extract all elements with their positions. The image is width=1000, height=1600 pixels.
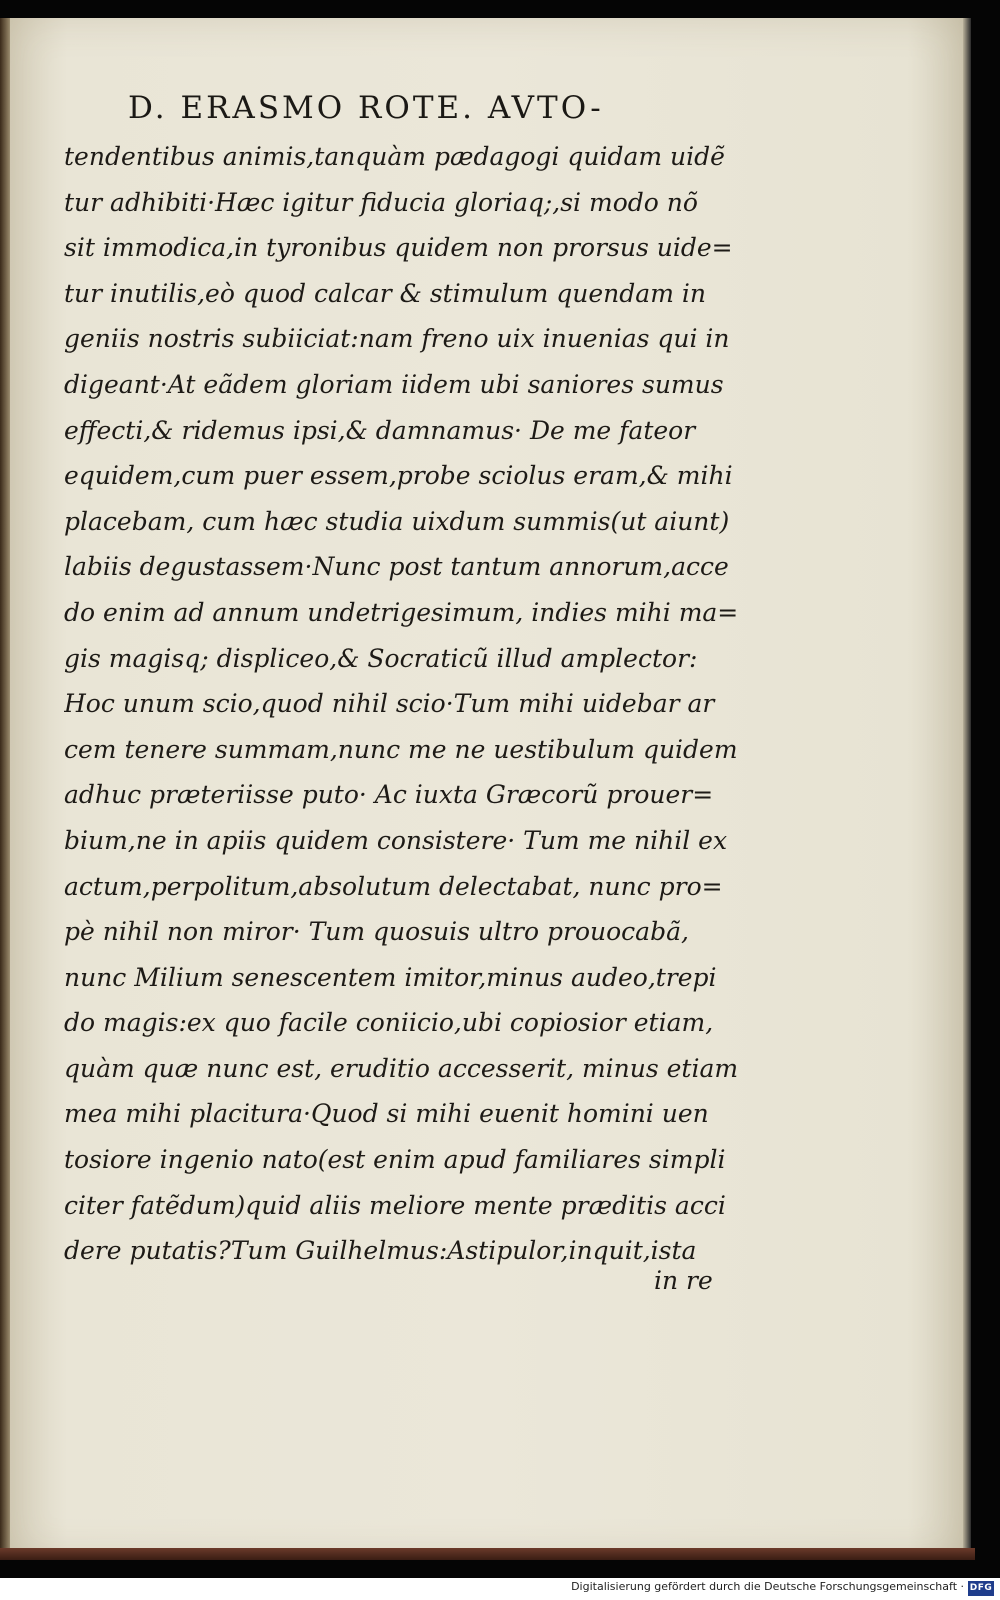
text-line: nunc Milium senescentem imitor,minus audeo,trepi bbox=[64, 962, 717, 992]
dfg-logo-icon: DFG bbox=[968, 1581, 994, 1596]
text-line: labiis degustassem·Nunc post tantum annorum,acce bbox=[64, 552, 729, 582]
text-line: gis magisq; displiceo,& Socraticũ illud amplector: bbox=[64, 643, 698, 673]
text-line: placebam, cum hæc studia uixdum summis(ut aiunt) bbox=[64, 506, 730, 536]
text-line: Hoc unum scio,quod nihil scio·Tum mihi uidebar ar bbox=[64, 689, 715, 719]
running-head: D. ERASMO ROTE. AVTO- bbox=[128, 90, 604, 126]
text-line: equidem,cum puer essem,probe sciolus eram,& mihi bbox=[64, 461, 733, 491]
text-line: bium,ne in apiis quidem consistere· Tum me nihil ex bbox=[64, 825, 728, 855]
text-line: dere putatis?Tum Guilhelmus:Astipulor,inquit,ista bbox=[64, 1236, 697, 1266]
text-line: do enim ad annum undetrigesimum, indies mihi ma= bbox=[64, 597, 739, 627]
book-binding-edge bbox=[0, 1548, 975, 1560]
text-line: do magis:ex quo facile coniicio,ubi copiosior etiam, bbox=[64, 1008, 714, 1038]
text-line: pè nihil non miror· Tum quosuis ultro prouocabã, bbox=[64, 917, 689, 947]
body-text bbox=[64, 134, 754, 1274]
text-line: tur adhibiti·Hæc igitur fiducia gloriaq;,si modo nõ bbox=[64, 187, 698, 217]
page-right-edge bbox=[963, 18, 971, 1558]
text-line: digeant·At eãdem gloriam iidem ubi saniores sumus bbox=[64, 369, 724, 399]
text-line: actum,perpolitum,absolutum delectabat, nunc pro= bbox=[64, 871, 723, 901]
text-line: citer fatẽdum)quid aliis meliore mente præditis acci bbox=[64, 1190, 726, 1220]
text-line: mea mihi placitura·Quod si mihi euenit homini uen bbox=[64, 1099, 709, 1129]
footer-credit: Digitalisierung gefördert durch die Deutsche Forschungsgemeinschaft · bbox=[571, 1580, 964, 1593]
text-line: geniis nostris subiiciat:nam freno uix inuenias qui in bbox=[64, 324, 730, 354]
text-line: adhuc præteriisse puto· Ac iuxta Græcorũ prouer= bbox=[64, 780, 714, 810]
text-line: effecti,& ridemus ipsi,& damnamus· De me fateor bbox=[64, 415, 696, 445]
text-line: cem tenere summam,nunc me ne uestibulum quidem bbox=[64, 734, 738, 764]
text-line: tendentibus animis,tanquàm pædagogi quidam uidẽ bbox=[64, 142, 725, 171]
catchword: in re bbox=[654, 1266, 713, 1295]
text-line: quàm quæ nunc est, eruditio accesserit, minus etiam bbox=[64, 1053, 739, 1083]
text-line: tur inutilis,eò quod calcar & stimulum quendam in bbox=[64, 278, 706, 308]
digitization-footer bbox=[0, 1578, 1000, 1600]
text-line: sit immodica,in tyronibus quidem non prorsus uide= bbox=[64, 233, 733, 263]
text-line: tosiore ingenio nato(est enim apud familiares simpli bbox=[64, 1145, 726, 1175]
